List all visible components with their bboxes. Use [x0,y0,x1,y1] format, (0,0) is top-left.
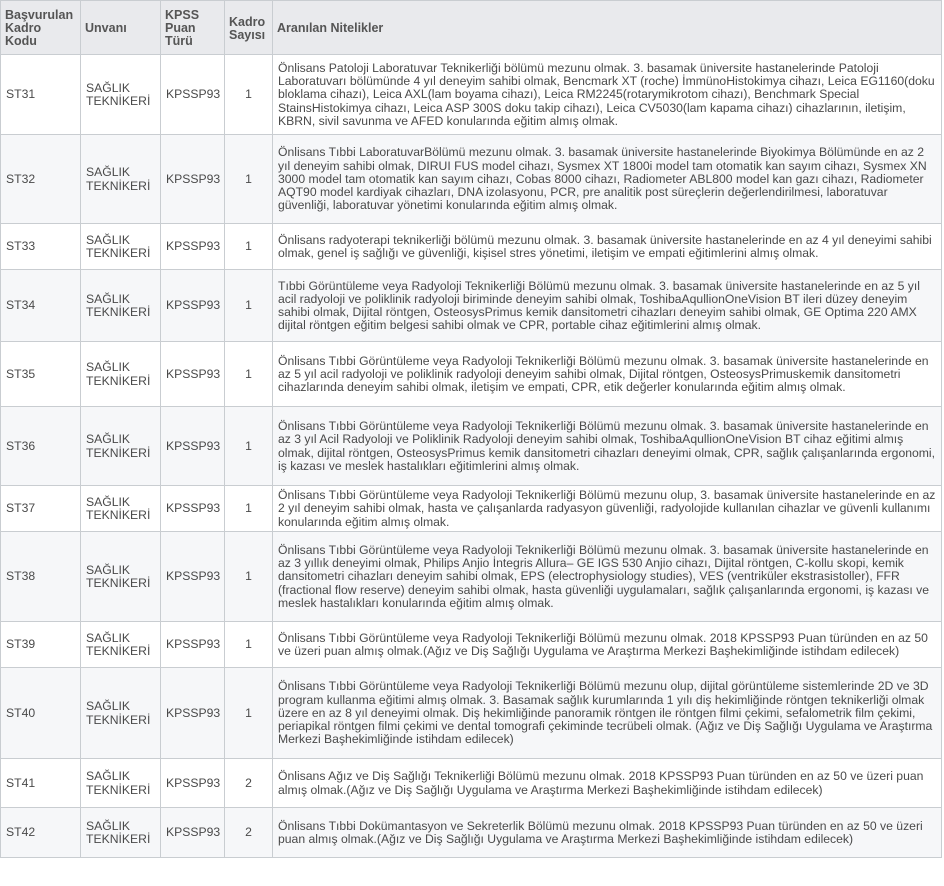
cell-title: SAĞLIK TEKNİKERİ [81,270,161,342]
cell-qualifications: Önlisans Tıbbi Görüntüleme veya Radyoloji Teknikerliği Bölümü mezunu olmak. 3. basamak üniversite hastanelerinde en az 3 yıllık deneyimi olmak, Philips Anjio İntegris Allura– GE IGS 530 Anjio cihazı, Dijital röntgen, C-kollu skopi, kemik dansitometri cihazları deneyim sahibi olmak, EPS (electrophysiology studies), VES (ventriküler ekstrasistoller), FFR (fractional flow reserve) deneyim sahibi olmak, hasta güvenliği uygulamaları, sağlık çalışanlarında ergonomi, iş kazası ve meslek hastalıkları konularında eğitim almış olmak. [273,532,942,622]
cell-score-type: KPSSP93 [161,759,225,808]
cell-score-type: KPSSP93 [161,55,225,135]
cell-score-type: KPSSP93 [161,668,225,759]
cell-qualifications: Önlisans Tıbbi Görüntüleme veya Radyoloji Teknikerliği Bölümü mezunu olmak. 2018 KPSSP93 Puan türünden en az 50 ve üzeri puan almış olmak.(Ağız ve Diş Sağlığı Uygulama ve Araştırma Merkezi Başhekimliğinde istihdam edilecek) [273,622,942,668]
cell-code: ST41 [1,759,81,808]
cell-title: SAĞLIK TEKNİKERİ [81,342,161,407]
cell-count: 1 [225,622,273,668]
cell-qualifications: Önlisans Tıbbi Görüntüleme veya Radyoloji Teknikerliği Bölümü mezunu olmak. 3. basamak üniversite hastanelerinde en az 3 yıl Acil Radyoloji ve Poliklinik Radyoloji deneyim sahibi olmak, ToshibaAqullionOneVision BT cihaz eğitimi almış olmak, dijital röntgen, OsteosysPrimus kemik dansitometri cihazları deneyimi olmak, CPR, sağlık çalışanlarında ergonomi, iş kazası ve meslek hastalıkları eğitimlerini almış olmak. [273,407,942,486]
cell-code: ST39 [1,622,81,668]
cell-score-type: KPSSP93 [161,342,225,407]
cell-qualifications: Önlisans Tıbbi Görüntüleme veya Radyoloji Teknikerliği Bölümü mezunu olup, dijital görüntüleme sistemlerinde 2D ve 3D program kullanma eğitimi almış olmak. 3. Basamak sağlık kurumlarında 1 yılı diş hekimliğinde röntgen teknikerliği olmak üzere en az 8 yıl deneyimi olmak. Diş hekimliğinde panoramik röntgen ile röntgen filmi çekimi, sefalometrik film çekimi, periapikal röntgen filmi çekimi ve dental tomografi çekiminde tecrübeli olmak. (Ağız ve Diş Sağlığı Uygulama ve Araştırma Merkezi Başhekimliğinde istihdam edilecek) [273,668,942,759]
cell-score-type: KPSSP93 [161,407,225,486]
col-header-title: Unvanı [81,1,161,55]
col-header-qualifications: Aranılan Nitelikler [273,1,942,55]
cell-score-type: KPSSP93 [161,532,225,622]
cell-count: 1 [225,135,273,224]
cell-title: SAĞLIK TEKNİKERİ [81,224,161,270]
table-row [1,532,942,622]
cell-count: 1 [225,486,273,532]
cell-title: SAĞLIK TEKNİKERİ [81,486,161,532]
cell-qualifications: Önlisans Tıbbi Görüntüleme veya Radyoloji Teknikerliği Bölümü mezunu olmak. 3. basamak üniversite hastanelerinde en az 5 yıl acil radyoloji ve poliklinik radyoloji deneyim sahibi olmak, Dijital röntgen, OsteosysPrimuskemik dansitometri cihazlarında deneyim sahibi olmak, iletişim ve empati, CPR, etik değerler konularında eğitim almış olmak. [273,342,942,407]
cell-score-type: KPSSP93 [161,808,225,858]
cell-qualifications: Önlisans radyoterapi teknikerliği bölümü mezunu olmak. 3. basamak üniversite hastanelerinde en az 4 yıl deneyimi sahibi olmak, genel iş sağlığı ve güvenliği, kişisel stres yönetimi, iletişim ve empati eğitimlerini almış olmak. [273,224,942,270]
cell-code: ST36 [1,407,81,486]
cell-code: ST32 [1,135,81,224]
cell-code: ST31 [1,55,81,135]
cell-count: 1 [225,407,273,486]
cell-qualifications: Tıbbi Görüntüleme veya Radyoloji Teknikerliği Bölümü mezunu olmak. 3. basamak üniversite hastanelerinde en az 5 yıl acil radyoloji ve poliklinik radyoloji biriminde deneyim sahibi olmak, ToshibaAqullionOneVision BT ileri düzey deneyim sahibi olmak, Dijital röntgen, OsteosysPrimus kemik dansitometri cihazları deneyim sahibi olmak, GE Optima 220 AMX dijital röntgen eğitim belgesi sahibi olmak ve CPR, portable cihaz eğitimlerini almış olmak. [273,270,942,342]
table-row [1,342,942,407]
col-header-score-type: KPSS Puan Türü [161,1,225,55]
table-row [1,270,942,342]
cell-title: SAĞLIK TEKNİKERİ [81,759,161,808]
header-row [1,1,942,55]
cell-code: ST38 [1,532,81,622]
col-header-count: Kadro Sayısı [225,1,273,55]
table-row [1,808,942,858]
table-body [1,55,942,858]
cell-code: ST35 [1,342,81,407]
cell-title: SAĞLIK TEKNİKERİ [81,808,161,858]
cell-count: 1 [225,270,273,342]
cell-count: 1 [225,224,273,270]
cell-qualifications: Önlisans Tıbbi Görüntüleme veya Radyoloji Teknikerliği Bölümü mezunu olup, 3. basamak üniversite hastanelerinde en az 2 yıl deneyim sahibi olmak, hasta ve çalışanlarda radyasyon güvenliği, radyolojide kullanılan cihazlar ve güvenli kullanımı konularında eğitim almış olmak. [273,486,942,532]
cell-title: SAĞLIK TEKNİKERİ [81,532,161,622]
table-row [1,759,942,808]
cell-count: 1 [225,532,273,622]
cell-qualifications: Önlisans Ağız ve Diş Sağlığı Teknikerliği Bölümü mezunu olmak. 2018 KPSSP93 Puan türünden en az 50 ve üzeri puan almış olmak.(Ağız ve Diş Sağlığı Uygulama ve Araştırma Merkezi Başhekimliğinde istihdam edilecek) [273,759,942,808]
cell-code: ST34 [1,270,81,342]
cell-code: ST42 [1,808,81,858]
cell-count: 2 [225,759,273,808]
cell-title: SAĞLIK TEKNİKERİ [81,55,161,135]
cell-count: 1 [225,55,273,135]
cell-code: ST37 [1,486,81,532]
cell-score-type: KPSSP93 [161,622,225,668]
cell-count: 2 [225,808,273,858]
cell-code: ST40 [1,668,81,759]
table-row [1,668,942,759]
table-row [1,55,942,135]
cell-score-type: KPSSP93 [161,486,225,532]
cell-qualifications: Önlisans Tıbbi Dokümantasyon ve Sekreterlik Bölümü mezunu olmak. 2018 KPSSP93 Puan türünden en az 50 ve üzeri puan almış olmak.(Ağız ve Diş Sağlığı Uygulama ve Araştırma Merkezi Başhekimliğinde istihdam edilecek) [273,808,942,858]
cell-score-type: KPSSP93 [161,270,225,342]
col-header-code: Başvurulan Kadro Kodu [1,1,81,55]
cell-title: SAĞLIK TEKNİKERİ [81,407,161,486]
cell-count: 1 [225,668,273,759]
cell-qualifications: Önlisans Tıbbi LaboratuvarBölümü mezunu olmak. 3. basamak üniversite hastanelerinde Biyokimya Bölümünde en az 2 yıl deneyim sahibi olmak, DIRUI FUS model cihazı, Sysmex XT 1800i model tam otomatik kan sayım cihazı, Sysmex XN 3000 model tam otomatik kan sayım cihazı, Cobas 8000 cihazı, Radiometer ABL800 model kan gazı cihazı, Radiometer AQT90 model kardiyak cihazları, DNA izolasyonu, PCR, pre analitik post süreçlerin değerlendirilmesi, laboratuvar güvenliği, laboratuvar yönetimi konularında eğitim almış olmak. [273,135,942,224]
table-row [1,622,942,668]
cell-score-type: KPSSP93 [161,224,225,270]
cell-code: ST33 [1,224,81,270]
cell-title: SAĞLIK TEKNİKERİ [81,668,161,759]
table-row [1,486,942,532]
table-row [1,135,942,224]
table-row [1,407,942,486]
cell-title: SAĞLIK TEKNİKERİ [81,622,161,668]
cell-qualifications: Önlisans Patoloji Laboratuvar Teknikerliği bölümü mezunu olmak. 3. basamak üniversite hastanelerinde Patoloji Laboratuvarı bölümünde 4 yıl deneyim sahibi olmak, Bencmark XT (roche) İmmünoHistokimya cihazı, Leica EG1160(doku bloklama cihazı), Leica AXL(lam boyama cihazı), Leica RM2245(rotarymikrotom cihazı), Benchmark Special StainsHistokimya cihazı, Leica ASP 300S doku takip cihazı), Leica CV5030(lam kapama cihazı) cihazlarının, iletişim, KBRN, sivil savunma ve AFED konularında eğitim almış olmak. [273,55,942,135]
cell-count: 1 [225,342,273,407]
table-row [1,224,942,270]
cell-title: SAĞLIK TEKNİKERİ [81,135,161,224]
cell-score-type: KPSSP93 [161,135,225,224]
